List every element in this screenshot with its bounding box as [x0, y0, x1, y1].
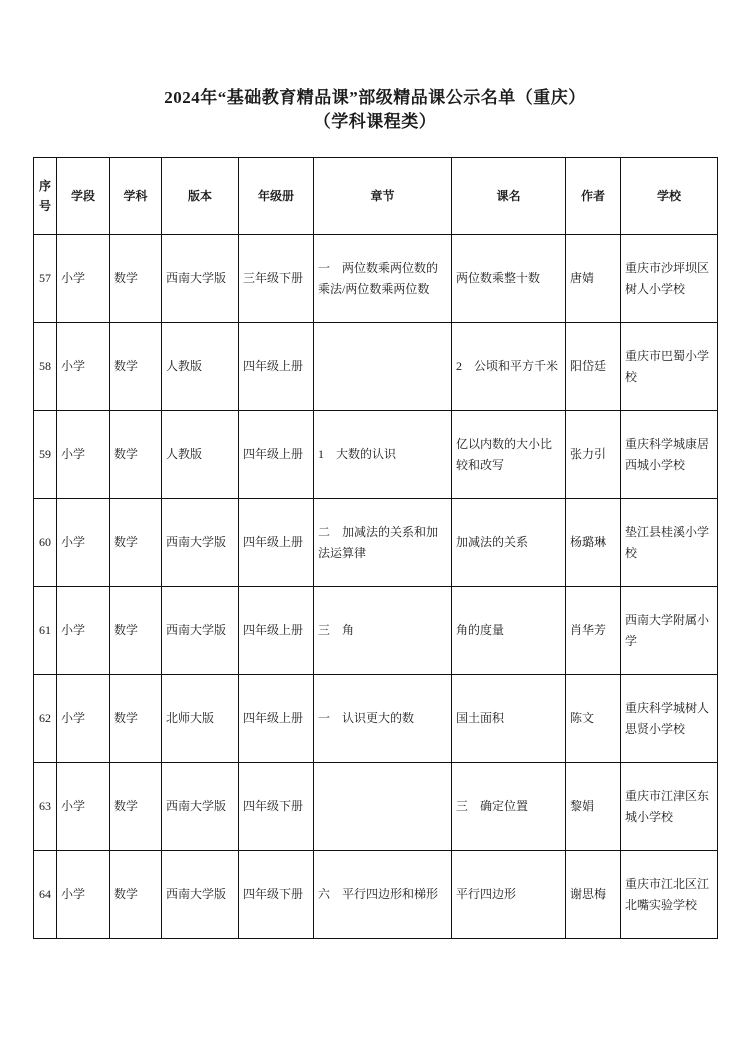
cell-subject: 数学 [110, 763, 162, 851]
cell-chapter: 一 认识更大的数 [314, 675, 452, 763]
cell-author: 杨璐琳 [566, 499, 621, 587]
cell-chapter [314, 763, 452, 851]
cell-edition: 西南大学版 [162, 763, 239, 851]
cell-chapter: 二 加减法的关系和加法运算律 [314, 499, 452, 587]
table-row [34, 499, 718, 587]
cell-author: 黎娟 [566, 763, 621, 851]
cell-grade-volume: 四年级上册 [239, 675, 314, 763]
cell-subject: 数学 [110, 235, 162, 323]
cell-subject: 数学 [110, 499, 162, 587]
cell-course-name: 三 确定位置 [452, 763, 566, 851]
table-body [34, 235, 718, 939]
cell-grade-volume: 三年级下册 [239, 235, 314, 323]
table-row [34, 235, 718, 323]
cell-serial: 58 [34, 323, 57, 411]
cell-subject: 数学 [110, 587, 162, 675]
cell-school: 重庆科学城树人思贤小学校 [621, 675, 718, 763]
cell-school: 重庆市沙坪坝区树人小学校 [621, 235, 718, 323]
cell-stage: 小学 [57, 323, 110, 411]
cell-serial: 63 [34, 763, 57, 851]
header-subject: 学科 [110, 158, 162, 235]
cell-stage: 小学 [57, 587, 110, 675]
table-row [34, 763, 718, 851]
cell-serial: 57 [34, 235, 57, 323]
cell-edition: 西南大学版 [162, 499, 239, 587]
cell-grade-volume: 四年级上册 [239, 499, 314, 587]
cell-stage: 小学 [57, 763, 110, 851]
cell-edition: 人教版 [162, 323, 239, 411]
header-school: 学校 [621, 158, 718, 235]
cell-edition: 西南大学版 [162, 851, 239, 939]
cell-author: 阳岱廷 [566, 323, 621, 411]
cell-grade-volume: 四年级上册 [239, 323, 314, 411]
cell-chapter: 六 平行四边形和梯形 [314, 851, 452, 939]
cell-course-name: 角的度量 [452, 587, 566, 675]
cell-chapter: 三 角 [314, 587, 452, 675]
cell-course-name: 亿以内数的大小比较和改写 [452, 411, 566, 499]
cell-school: 重庆市江北区江北嘴实验学校 [621, 851, 718, 939]
cell-stage: 小学 [57, 499, 110, 587]
cell-author: 谢思梅 [566, 851, 621, 939]
header-edition: 版本 [162, 158, 239, 235]
cell-stage: 小学 [57, 675, 110, 763]
cell-grade-volume: 四年级上册 [239, 411, 314, 499]
cell-serial: 59 [34, 411, 57, 499]
cell-stage: 小学 [57, 851, 110, 939]
cell-edition: 人教版 [162, 411, 239, 499]
cell-school: 垫江县桂溪小学校 [621, 499, 718, 587]
header-serial: 序号 [34, 158, 57, 235]
cell-subject: 数学 [110, 323, 162, 411]
table-row [34, 675, 718, 763]
cell-edition: 西南大学版 [162, 235, 239, 323]
cell-course-name: 两位数乘整十数 [452, 235, 566, 323]
cell-serial: 61 [34, 587, 57, 675]
table-row [34, 323, 718, 411]
cell-school: 重庆市巴蜀小学校 [621, 323, 718, 411]
cell-course-name: 平行四边形 [452, 851, 566, 939]
table-row [34, 411, 718, 499]
table-header [34, 158, 718, 235]
cell-chapter: 一 两位数乘两位数的乘法/两位数乘两位数 [314, 235, 452, 323]
cell-edition: 北师大版 [162, 675, 239, 763]
cell-course-name: 加减法的关系 [452, 499, 566, 587]
cell-chapter: 1 大数的认识 [314, 411, 452, 499]
cell-chapter [314, 323, 452, 411]
header-chapter: 章节 [314, 158, 452, 235]
header-course-name: 课名 [452, 158, 566, 235]
cell-grade-volume: 四年级下册 [239, 763, 314, 851]
cell-serial: 62 [34, 675, 57, 763]
table-row [34, 587, 718, 675]
page-title: 2024年“基础教育精品课”部级精品课公示名单（重庆） [164, 88, 586, 107]
header-author: 作者 [566, 158, 621, 235]
cell-author: 肖华芳 [566, 587, 621, 675]
title-block [0, 86, 750, 134]
cell-author: 唐婧 [566, 235, 621, 323]
cell-author: 陈文 [566, 675, 621, 763]
cell-course-name: 2 公顷和平方千米 [452, 323, 566, 411]
cell-subject: 数学 [110, 675, 162, 763]
cell-school: 西南大学附属小学 [621, 587, 718, 675]
cell-subject: 数学 [110, 411, 162, 499]
cell-course-name: 国土面积 [452, 675, 566, 763]
page-subtitle: （学科课程类） [313, 112, 437, 131]
cell-edition: 西南大学版 [162, 587, 239, 675]
cell-school: 重庆科学城康居西城小学校 [621, 411, 718, 499]
cell-serial: 64 [34, 851, 57, 939]
cell-serial: 60 [34, 499, 57, 587]
cell-stage: 小学 [57, 411, 110, 499]
cell-grade-volume: 四年级上册 [239, 587, 314, 675]
cell-school: 重庆市江津区东城小学校 [621, 763, 718, 851]
cell-stage: 小学 [57, 235, 110, 323]
header-grade-volume: 年级册 [239, 158, 314, 235]
cell-subject: 数学 [110, 851, 162, 939]
cell-grade-volume: 四年级下册 [239, 851, 314, 939]
table-row [34, 851, 718, 939]
header-row [34, 158, 718, 235]
header-stage: 学段 [57, 158, 110, 235]
cell-author: 张力引 [566, 411, 621, 499]
data-table [33, 157, 718, 939]
